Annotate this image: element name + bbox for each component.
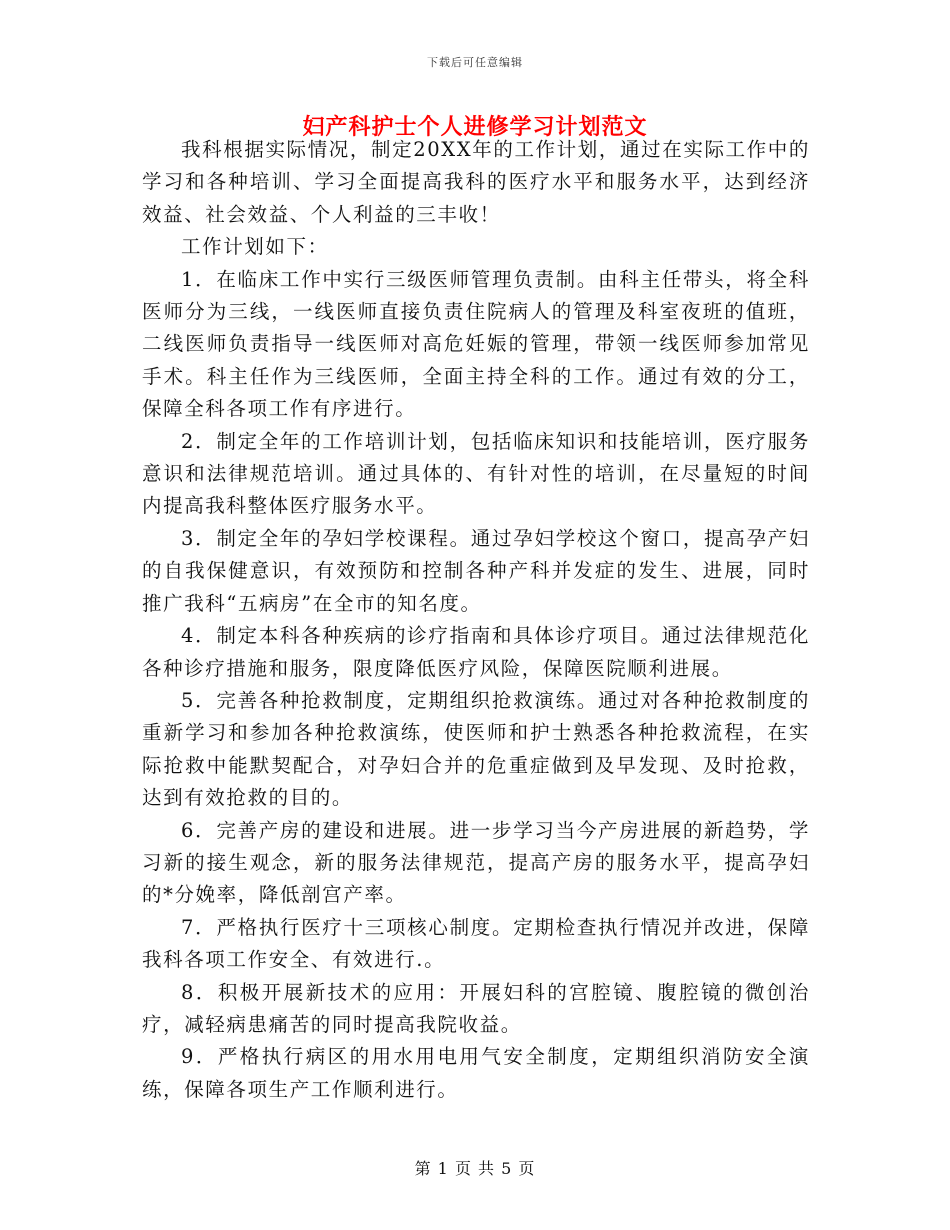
document-title: 妇产科护士个人进修学习计划范文: [302, 114, 648, 140]
document-body: [142, 134, 810, 1106]
plan-item-8: 8．积极开展新技术的应用：开展妇科的宫腔镜、腹腔镜的微创治疗，减轻病患痛苦的同时提高我院收益。: [142, 980, 810, 1036]
page-footer: 第 1 页 共 5 页: [414, 1159, 536, 1178]
plan-item-2: 2．制定全年的工作培训计划，包括临床知识和技能培训，医疗服务意识和法律规范培训。通过具体的、有针对性的培训，在尽量短的时间内提高我科整体医疗服务水平。: [142, 429, 810, 518]
intro-paragraph: 我科根据实际情况，制定20XX年的工作计划，通过在实际工作中的学习和各种培训、学习全面提高我科的医疗水平和服务水平，达到经济效益、社会效益、个人利益的三丰收！: [142, 138, 810, 226]
plan-item-6: 6．完善产房的建设和进展。进一步学习当今产房进展的新趋势，学习新的接生观念，新的服务法律规范，提高产房的服务水平，提高孕妇的*分娩率，降低剖宫产率。: [142, 818, 810, 907]
plan-item-5: 5．完善各种抢救制度，定期组织抢救演练。通过对各种抢救制度的重新学习和参加各种抢救演练，使医师和护士熟悉各种抢救流程，在实际抢救中能默契配合，对孕妇合并的危重症做到及早发现、及时抢救，达到有效抢救的目的。: [142, 688, 810, 810]
page-header: 下载后可任意编辑: [427, 56, 523, 69]
plan-item-4: 4．制定本科各种疾病的诊疗指南和具体诊疗项目。通过法律规范化各种诊疗措施和服务，限度降低医疗风险，保障医院顺利进展。: [142, 624, 810, 680]
plan-item-9: 9．严格执行病区的用水用电用气安全制度，定期组织消防安全演练，保障各项生产工作顺利进行。: [142, 1045, 810, 1101]
plan-item-3: 3．制定全年的孕妇学校课程。通过孕妇学校这个窗口，提高孕产妇的自我保健意识，有效预防和控制各种产科并发症的发生、进展，同时推广我科“五病房”在全市的知名度。: [142, 526, 810, 615]
plan-item-1: 1．在临床工作中实行三级医师管理负责制。由科主任带头，将全科医师分为三线，一线医师直接负责住院病人的管理及科室夜班的值班，二线医师负责指导一线医师对高危妊娠的管理，带领一线医师参加常见手术。科主任作为三线医师，全面主持全科的工作。通过有效的分工，保障全科各项工作有序进行。: [142, 267, 810, 421]
plan-heading-paragraph: 工作计划如下：: [181, 235, 329, 259]
plan-item-7: 7．严格执行医疗十三项核心制度。定期检查执行情况并改进，保障我科各项工作安全、有效进行.。: [142, 915, 810, 972]
